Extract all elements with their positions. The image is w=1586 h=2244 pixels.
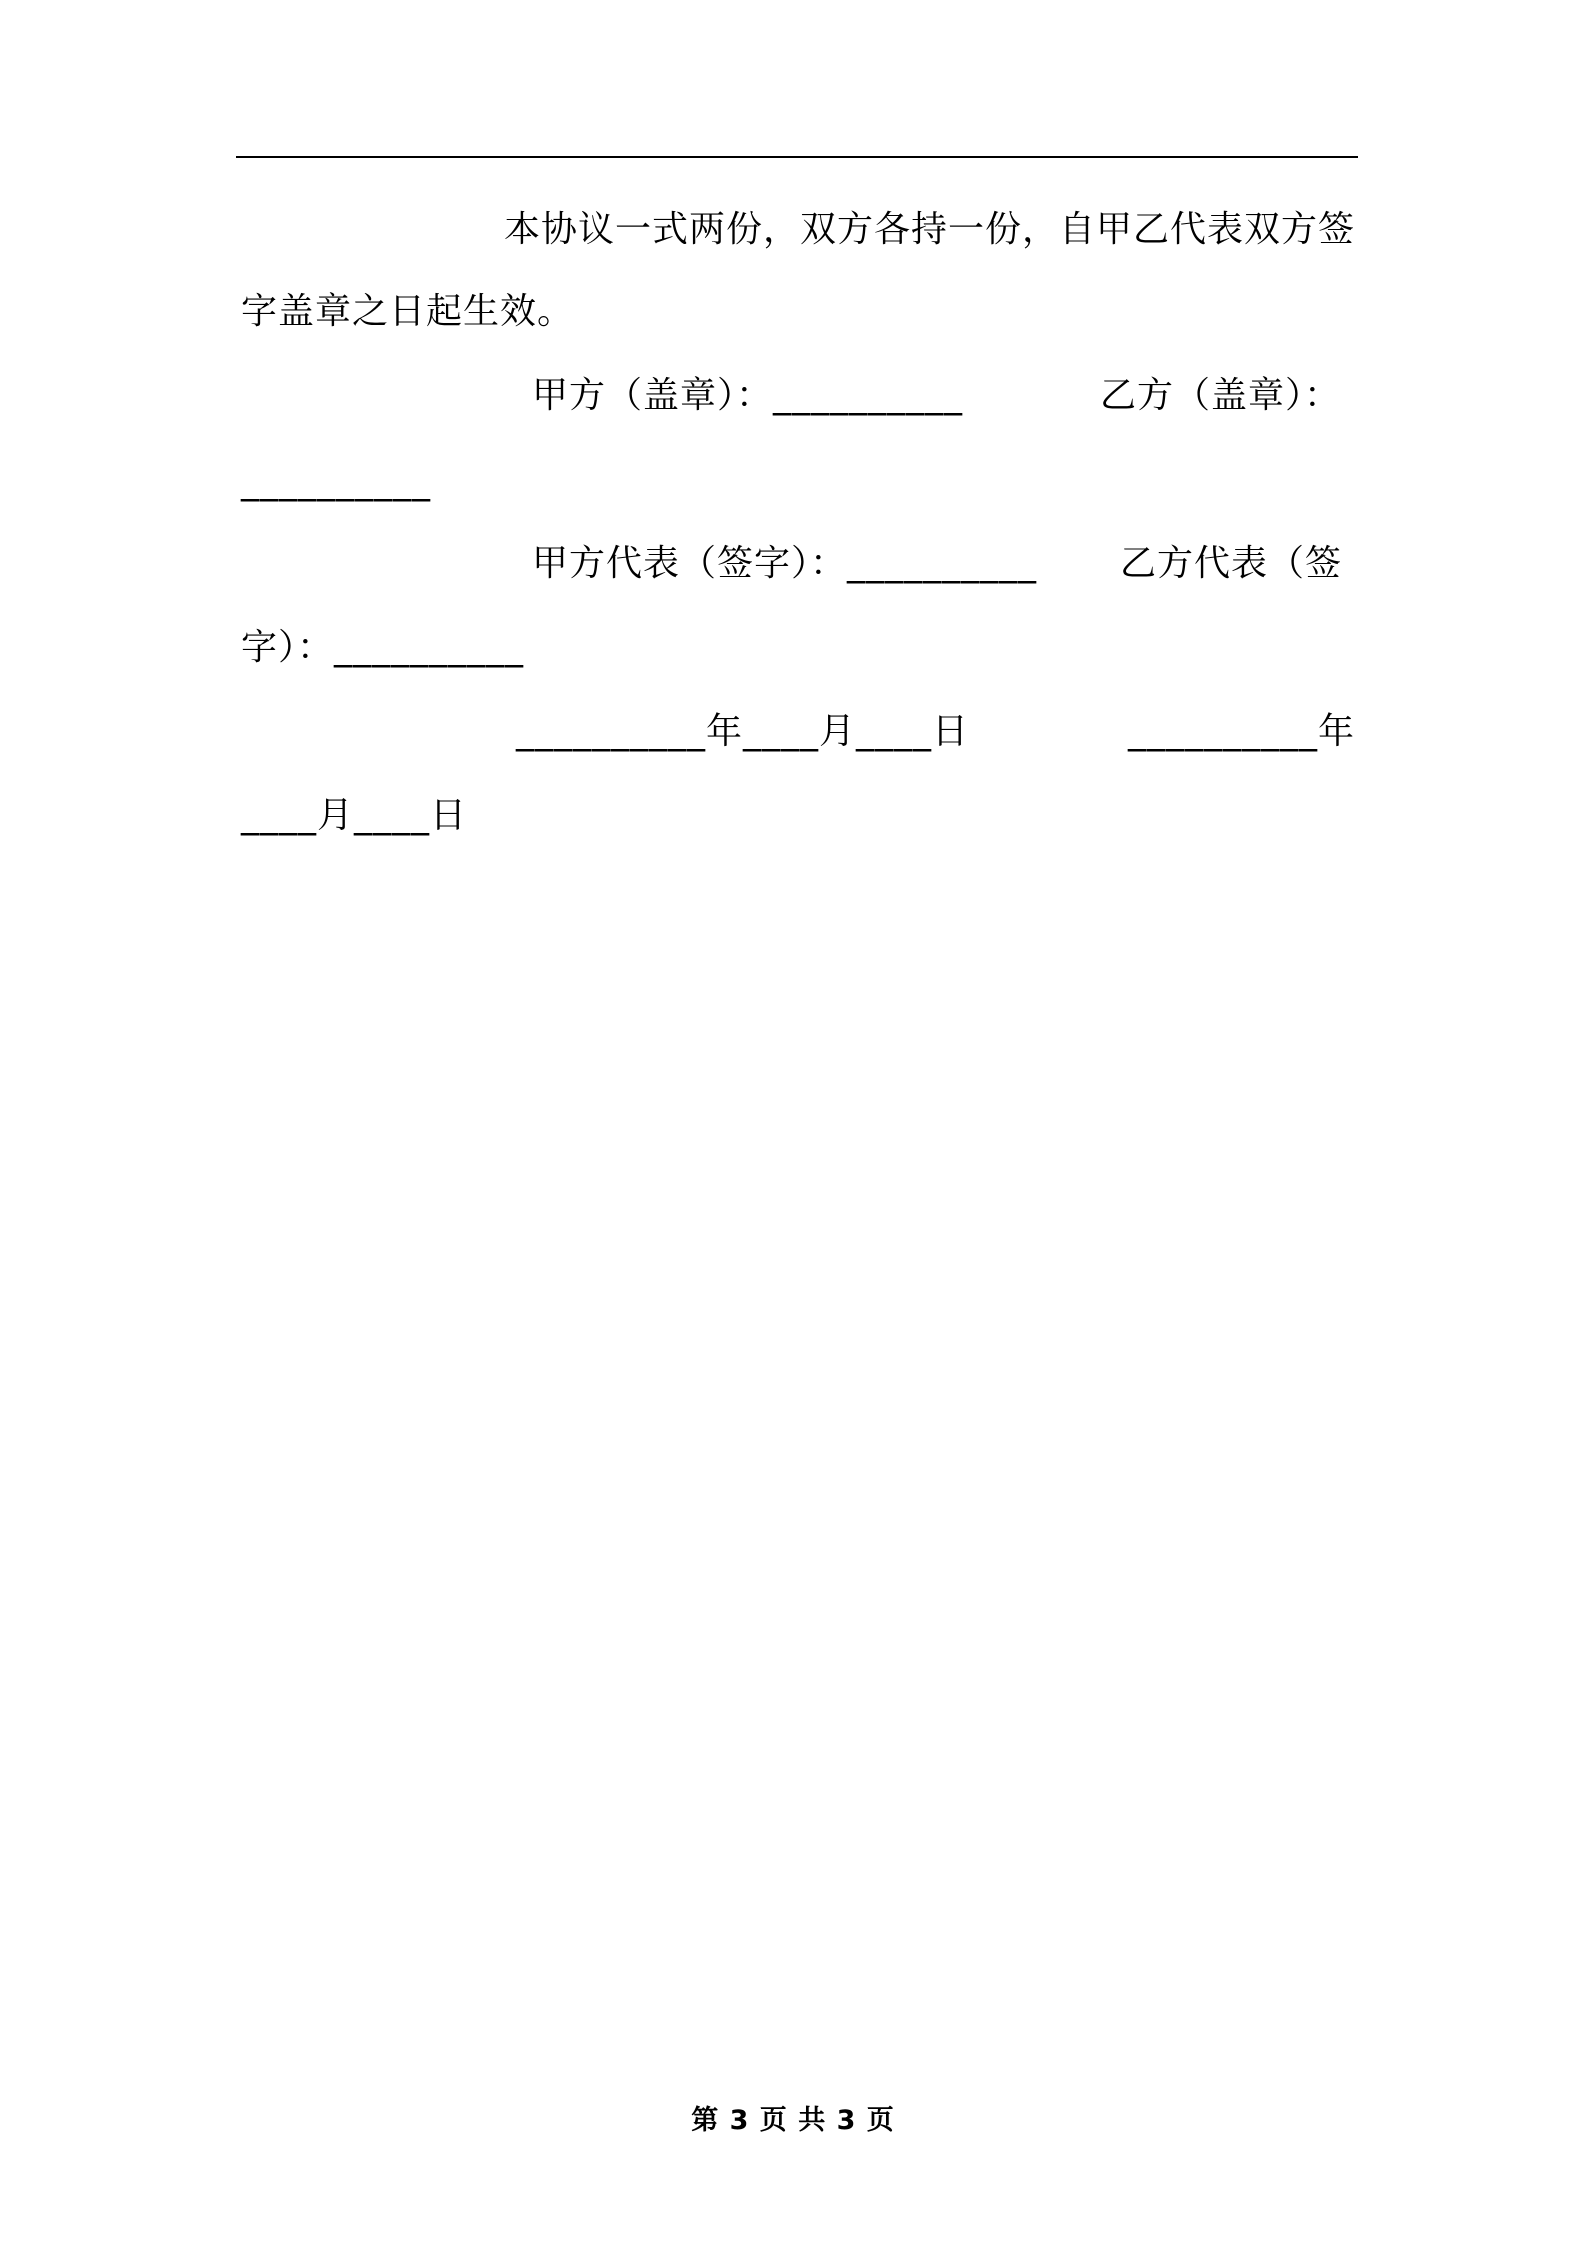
party-b-seal-blank: __________	[241, 461, 431, 502]
agreement-paragraph-line-2: 字盖章之日起生效。	[241, 291, 575, 332]
party-b-representative-label-start: 乙方代表（签	[1120, 543, 1343, 584]
party-b-date-end: ____月____日	[241, 795, 468, 836]
party-a-seal-field: 甲方（盖章）：__________	[532, 375, 964, 416]
header-divider	[236, 156, 1358, 158]
page-number: 第 3 页 共 3 页	[691, 2105, 895, 2136]
party-b-representative-label-end: 字）：__________	[241, 627, 525, 668]
party-a-date-field: __________年____月____日	[516, 711, 969, 752]
party-a-representative-field: 甲方代表（签字）：__________	[532, 543, 1038, 584]
party-b-date-start: __________年	[1128, 711, 1356, 752]
party-b-seal-label: 乙方（盖章）：	[1100, 375, 1342, 416]
agreement-paragraph-line-1: 本协议一式两份，双方各持一份，自甲乙代表双方签	[504, 209, 1356, 250]
